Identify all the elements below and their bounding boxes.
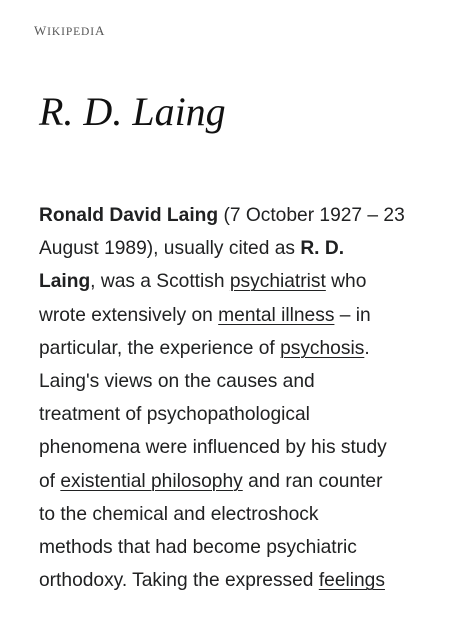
wordmark-last-letter: A — [95, 23, 106, 38]
link-feelings[interactable]: feelings — [318, 570, 385, 592]
paragraph-line — [39, 265, 449, 298]
bold-text: Laing — [39, 271, 91, 293]
paragraph-line — [39, 232, 449, 265]
body-text: particular, the experience of — [39, 337, 281, 359]
paragraph-line — [39, 465, 449, 498]
paragraph-line — [39, 398, 449, 431]
body-text: orthodoxy. Taking the expressed — [39, 570, 319, 592]
wordmark-first-letter: W — [34, 23, 48, 38]
wikipedia-wordmark[interactable] — [34, 23, 105, 39]
link-mental-illness[interactable]: mental illness — [218, 304, 335, 326]
body-text: – in — [334, 304, 371, 326]
paragraph-line — [39, 199, 449, 232]
paragraph-line — [39, 498, 449, 531]
paragraph-line — [39, 299, 449, 332]
body-text: to the chemical and electroshock — [39, 503, 319, 525]
body-text: who — [325, 271, 367, 293]
paragraph-line — [39, 431, 449, 464]
wordmark-middle: IKIPEDI — [47, 26, 95, 38]
bold-text: R. D. — [300, 238, 345, 260]
body-text: (7 October 1927 – 23 — [218, 205, 405, 226]
body-text: , was a Scottish — [90, 271, 230, 293]
paragraph-line — [39, 332, 449, 365]
paragraph-line — [39, 564, 449, 597]
body-text: . — [364, 337, 370, 359]
body-text: Laing's views on the causes and — [39, 371, 315, 393]
bold-text: Ronald David Laing — [39, 205, 219, 226]
body-text: phenomena were influenced by his study — [39, 437, 387, 459]
paragraph-line — [39, 531, 449, 564]
body-text: and ran counter — [242, 470, 383, 492]
paragraph-line — [39, 365, 449, 398]
link-psychiatrist[interactable]: psychiatrist — [229, 271, 326, 293]
body-text: August 1989), usually cited as — [39, 238, 301, 260]
body-text: of — [39, 470, 61, 492]
link-psychosis[interactable]: psychosis — [280, 337, 365, 359]
body-text: wrote extensively on — [39, 304, 219, 326]
page-title: R. D. Laing — [39, 89, 226, 134]
body-text: treatment of psychopathological — [39, 404, 310, 426]
link-existential-philosophy[interactable]: existential philosophy — [60, 470, 243, 492]
body-text: methods that had become psychiatric — [39, 537, 357, 559]
lead-paragraph — [39, 199, 449, 597]
